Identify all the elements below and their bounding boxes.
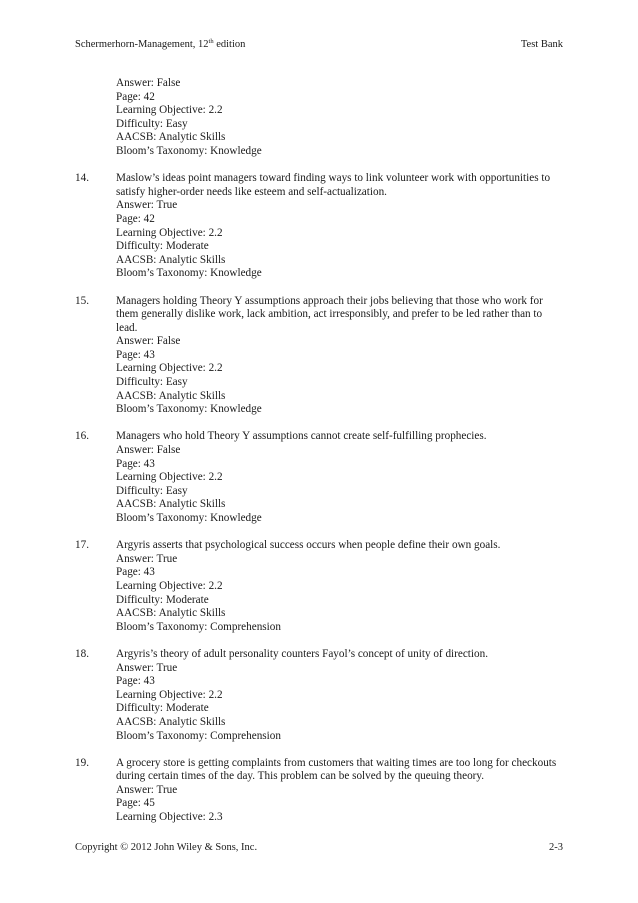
question-item-continuation — [75, 77, 565, 159]
question-meta — [75, 662, 565, 744]
difficulty-line: Difficulty: Easy — [116, 117, 188, 130]
answer-line: Answer: True — [116, 199, 178, 212]
bloom-line: Bloom’s Taxonomy: Knowledge — [116, 512, 262, 524]
bloom-line: Bloom’s Taxonomy: Knowledge — [116, 267, 262, 280]
aacsb-line: AACSB: Analytic Skills — [116, 389, 226, 402]
page-line: Page: 43 — [116, 566, 155, 579]
question-meta — [75, 553, 565, 635]
question-item-16 — [75, 430, 565, 525]
page-line: Page: 42 — [116, 90, 155, 103]
copyright-notice: Copyright © 2012 John Wiley & Sons, Inc. — [75, 842, 258, 853]
aacsb-line: AACSB: Analytic Skills — [116, 607, 226, 620]
question-number: 18. — [75, 647, 89, 660]
question-item-17 — [75, 539, 565, 634]
bloom-line: Bloom’s Taxonomy: Comprehension — [116, 729, 281, 742]
answer-line: Answer: False — [116, 335, 181, 348]
objective-line: Learning Objective: 2.2 — [116, 104, 223, 117]
question-number: 16. — [75, 430, 89, 443]
question-meta — [75, 77, 565, 159]
answer-line: Answer: True — [116, 661, 178, 674]
question-text: Managers who hold Theory Y assumptions cannot create self-fulfilling prophecies. — [116, 430, 487, 443]
question-number: 15. — [75, 294, 89, 307]
aacsb-line: AACSB: Analytic Skills — [116, 715, 226, 728]
difficulty-line: Difficulty: Moderate — [116, 593, 209, 606]
objective-line: Learning Objective: 2.3 — [116, 811, 223, 824]
aacsb-line: AACSB: Analytic Skills — [116, 131, 226, 144]
question-list — [75, 77, 565, 825]
bloom-line: Bloom’s Taxonomy: Comprehension — [116, 620, 281, 633]
difficulty-line: Difficulty: Moderate — [116, 240, 209, 253]
aacsb-line: AACSB: Analytic Skills — [116, 498, 226, 511]
question-item-15 — [75, 295, 565, 417]
question-item-14 — [75, 172, 565, 281]
header-right: Test Bank — [520, 39, 563, 50]
question-text: Maslow’s ideas point managers toward finding ways to link volunteer work with opportunities to satisfy higher-order needs like esteem and self-actualization. — [116, 172, 551, 198]
header-title: Schermerhorn-Management, 12th edition — [75, 38, 246, 50]
objective-line: Learning Objective: 2.2 — [116, 471, 223, 484]
bloom-line: Bloom’s Taxonomy: Knowledge — [116, 403, 262, 416]
objective-line: Learning Objective: 2.2 — [116, 226, 223, 239]
question-number: 19. — [75, 756, 89, 769]
difficulty-line: Difficulty: Moderate — [116, 702, 209, 715]
page-line: Page: 45 — [116, 797, 155, 810]
difficulty-line: Difficulty: Easy — [116, 376, 188, 389]
question-text: Argyris’s theory of adult personality counters Fayol’s concept of unity of direction. — [116, 647, 489, 660]
page-number: 2-3 — [549, 842, 563, 853]
question-number: 14. — [75, 172, 89, 185]
question-meta — [75, 199, 565, 281]
page-line: Page: 43 — [116, 675, 155, 688]
question-meta — [75, 784, 565, 825]
question-meta — [75, 444, 565, 526]
page-line: Page: 43 — [116, 457, 155, 470]
page-header — [75, 38, 563, 51]
objective-line: Learning Objective: 2.2 — [116, 579, 223, 592]
answer-line: Answer: False — [116, 444, 181, 457]
difficulty-line: Difficulty: Easy — [116, 484, 188, 497]
aacsb-line: AACSB: Analytic Skills — [116, 253, 226, 266]
answer-line: Answer: True — [116, 552, 178, 565]
question-number: 17. — [75, 539, 89, 552]
answer-line: Answer: False — [116, 77, 181, 89]
question-meta — [75, 335, 565, 417]
question-item-18 — [75, 648, 565, 743]
question-text: Managers holding Theory Y assumptions approach their jobs believing that those who work for them generally dislike work, lack ambition, act irresponsibly, and prefer to be led rather than to lead. — [116, 294, 543, 334]
answer-line: Answer: True — [116, 783, 178, 796]
objective-line: Learning Objective: 2.2 — [116, 688, 223, 701]
question-text: Argyris asserts that psychological success occurs when people define their own goals. — [116, 539, 501, 552]
objective-line: Learning Objective: 2.2 — [116, 362, 223, 375]
question-text: A grocery store is getting complaints from customers that waiting times are too long for checkouts during certain times of the day. This problem can be solved by the queuing theory. — [116, 756, 557, 783]
page-line: Page: 42 — [116, 212, 155, 225]
bloom-line: Bloom’s Taxonomy: Knowledge — [116, 144, 262, 157]
question-item-19 — [75, 757, 565, 825]
page-line: Page: 43 — [116, 348, 155, 361]
page-footer — [75, 841, 563, 854]
